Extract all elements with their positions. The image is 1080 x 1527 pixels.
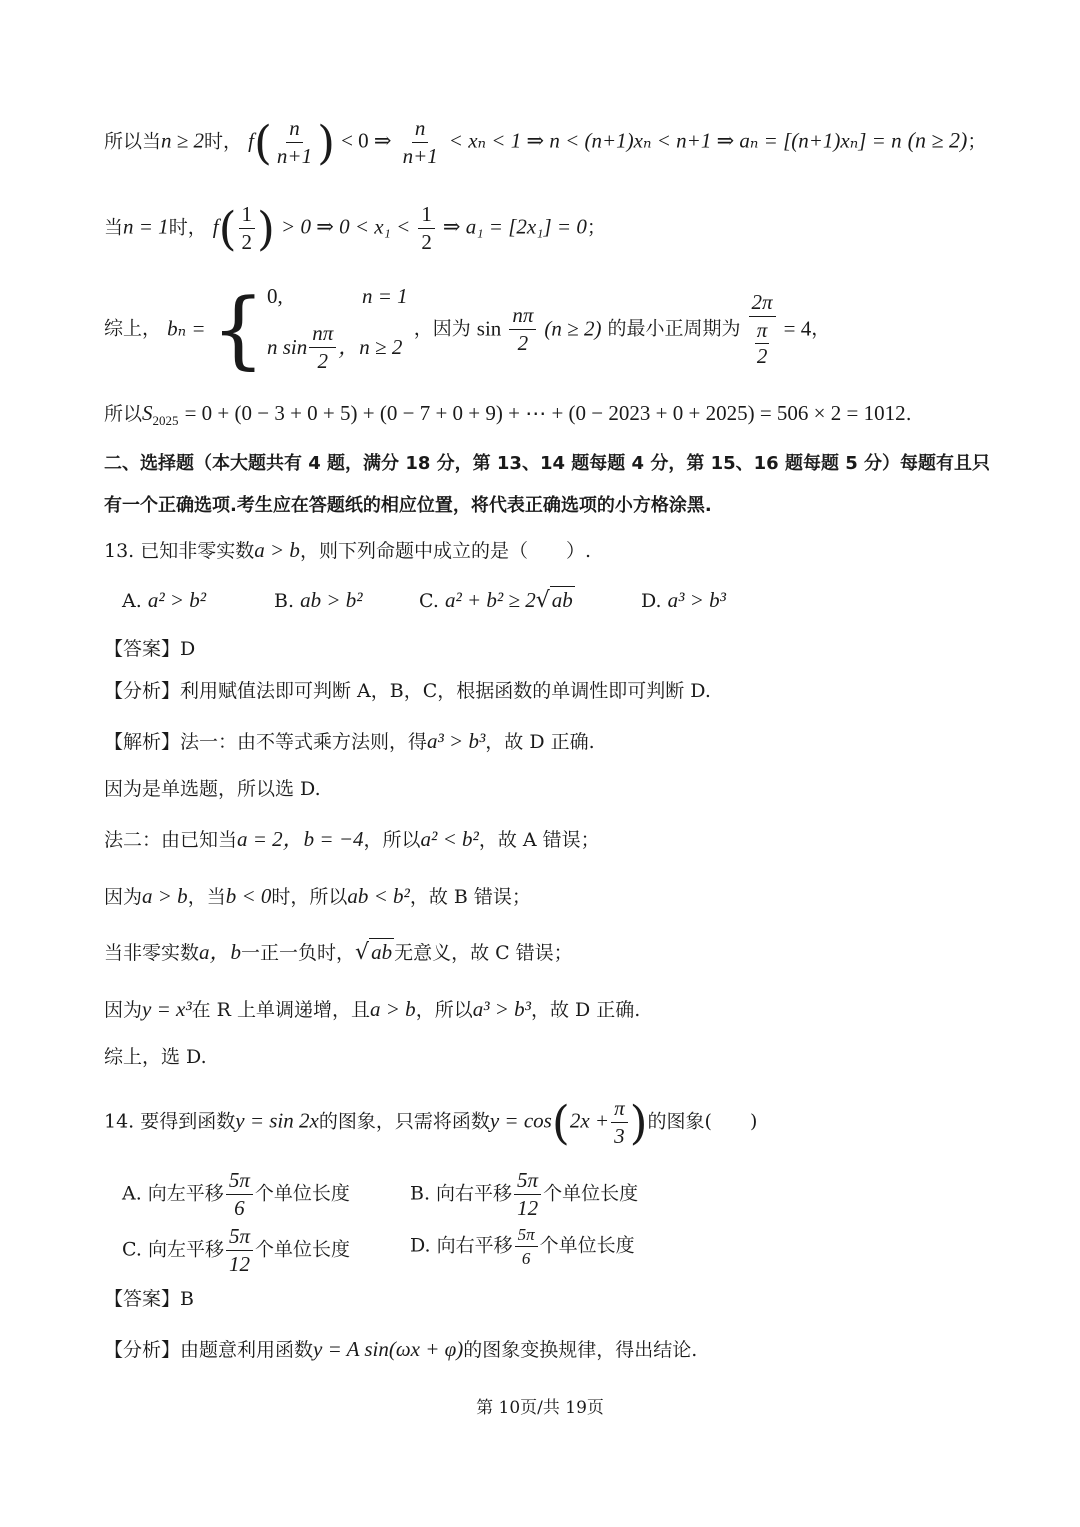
math: < xₙ < 1 ⇒ n < (n+1)xₙ < n+1 ⇒ aₙ = [(n+1)xₙ] = n	[448, 128, 902, 153]
q14-stem: 14. 要得到函数y = sin 2x的图象，只需将函数y = cos(2x + $\frac{\pi}{3}$ )的图象( )	[104, 1095, 758, 1150]
q13-solution-1: 【解析】法一：由不等式乘方法则，得a³ > b³，故 D 正确.	[104, 729, 595, 753]
math: (n ≥ 2)	[544, 316, 602, 341]
math-f: f	[212, 214, 219, 239]
text: 当	[104, 216, 124, 239]
q14-option-b: B. 向右平移 $\frac{5\pi}{12}$ 个单位长度	[410, 1168, 639, 1220]
q13-option-d: D. a³ > b³	[641, 588, 726, 612]
q14-answer: 【答案】B	[104, 1288, 194, 1310]
text: 所以	[104, 403, 143, 425]
text: 的最小正周期为	[607, 317, 741, 340]
q13-solution-3: 法二：由已知当a = 2，b = −4，所以a² < b²，故 A 错误；	[104, 827, 600, 851]
solution-line-1: 所以当n ≥ 2时， f( $\frac{n}{n+1}$ ) < 0 ⇒ $\frac{n}{n+1}$ < xₙ < 1 ⇒ n < (n+1)xₙ < n+1 ⇒ aₙ = [(n+1)xₙ] = n (n ≥ 2)；	[104, 115, 987, 170]
math: S	[142, 401, 153, 425]
text: 综上，	[104, 317, 162, 340]
text: ；	[967, 130, 987, 153]
piecewise: { 0, n = 1 n sin $\frac{n\pi}{2}$ ，n ≥ 2	[211, 280, 408, 378]
q13-option-a: A. a² > b²	[122, 588, 207, 612]
math: sin	[476, 316, 502, 341]
math: bₙ =	[167, 316, 206, 341]
section-heading: 二、选择题（本大题共有 4 题，满分 18 分，第 13、14 题每题 4 分，第 15、16 题每题 5 分）每题有且只	[104, 453, 991, 474]
fraction: $\frac{1}{2}$	[239, 204, 256, 253]
section-heading-2: 有一个正确选项.考生应在答题纸的相应位置，将代表正确选项的小方格涂黑.	[104, 495, 712, 516]
math: n ≥ 2	[161, 128, 205, 153]
math: (n ≥ 2)	[907, 127, 968, 153]
text: 时，	[204, 130, 243, 153]
fraction: $\frac{n}{n+1}$	[276, 116, 313, 168]
q13-solution-7: 综上，选 D.	[104, 1046, 207, 1068]
q14-option-d: D. 向右平移 $\frac{5\pi}{6}$ 个单位长度	[410, 1225, 635, 1268]
fraction: $\frac{n\pi}{2}$	[509, 305, 536, 354]
solution-line-3	[104, 280, 831, 378]
page-footer: 第 10页/共 19页	[476, 1398, 604, 1418]
math: = 0 + (0 − 3 + 0 + 5) + (0 − 7 + 0 + 9) + ⋯ + (0 − 2023 + 0 + 2025) = 506 × 2 = 1012	[184, 401, 906, 425]
math: > 0 ⇒ 0 < x₁ <	[281, 214, 411, 239]
solution-line-2: 当n = 1时， f( $\frac{1}{2}$ ) > 0 ⇒ 0 < x₁ < $\frac{1}{2}$ ⇒ a₁ = [2x₁] = 0；	[104, 201, 606, 256]
q14-option-a: A. 向左平移 $\frac{5\pi}{6}$ 个单位长度	[122, 1168, 350, 1220]
text: 所以当	[104, 130, 162, 153]
text: 时，	[168, 216, 207, 239]
fraction: $\frac{1}{2}$	[418, 204, 435, 253]
text: ，因为	[413, 317, 471, 340]
text: .	[905, 403, 912, 425]
q13-option-c: C. a² + b² ≥ 2√ab	[419, 588, 573, 613]
q14-option-c: C. 向左平移 $\frac{5\pi}{12}$ 个单位长度	[122, 1224, 350, 1276]
math-f: f	[248, 128, 254, 153]
q13-option-b: B. ab > b²	[274, 588, 363, 612]
text: ；	[586, 216, 606, 239]
math: n = 1	[123, 214, 169, 239]
math: = 4	[783, 316, 812, 341]
q13-answer: 【答案】D	[104, 638, 196, 660]
math: ⇒ a₁ = [2x₁] = 0	[442, 214, 587, 239]
q13-solution-6: 因为y = x³在 R 上单调递增，且a > b，所以a³ > b³，故 D 正确.	[104, 997, 641, 1021]
q13-solution-5: 当非零实数a，b一正一负时，√ab 无意义，故 C 错误；	[104, 940, 573, 965]
q13-solution-2: 因为是单选题，所以选 D.	[104, 778, 321, 800]
math-sub: 2025	[152, 413, 179, 428]
fraction-period: 2π π 2	[749, 292, 776, 367]
q13-solution-4: 因为a > b，当b < 0时，所以ab < b²，故 B 错误；	[104, 884, 531, 908]
q13-stem: 13. 已知非零实数a > b，则下列命题中成立的是（ ）.	[104, 538, 591, 562]
text: ，	[811, 317, 831, 340]
math: < 0 ⇒	[341, 128, 392, 153]
solution-line-4	[104, 403, 912, 427]
fraction: $\frac{n}{n+1}$	[402, 116, 438, 168]
q14-analysis: 【分析】由题意利用函数y = A sin(ωx + φ)的图象变换规律，得出结论.	[104, 1337, 698, 1361]
q13-analysis: 【分析】利用赋值法即可判断 A，B，C，根据函数的单调性即可判断 D.	[104, 680, 711, 702]
